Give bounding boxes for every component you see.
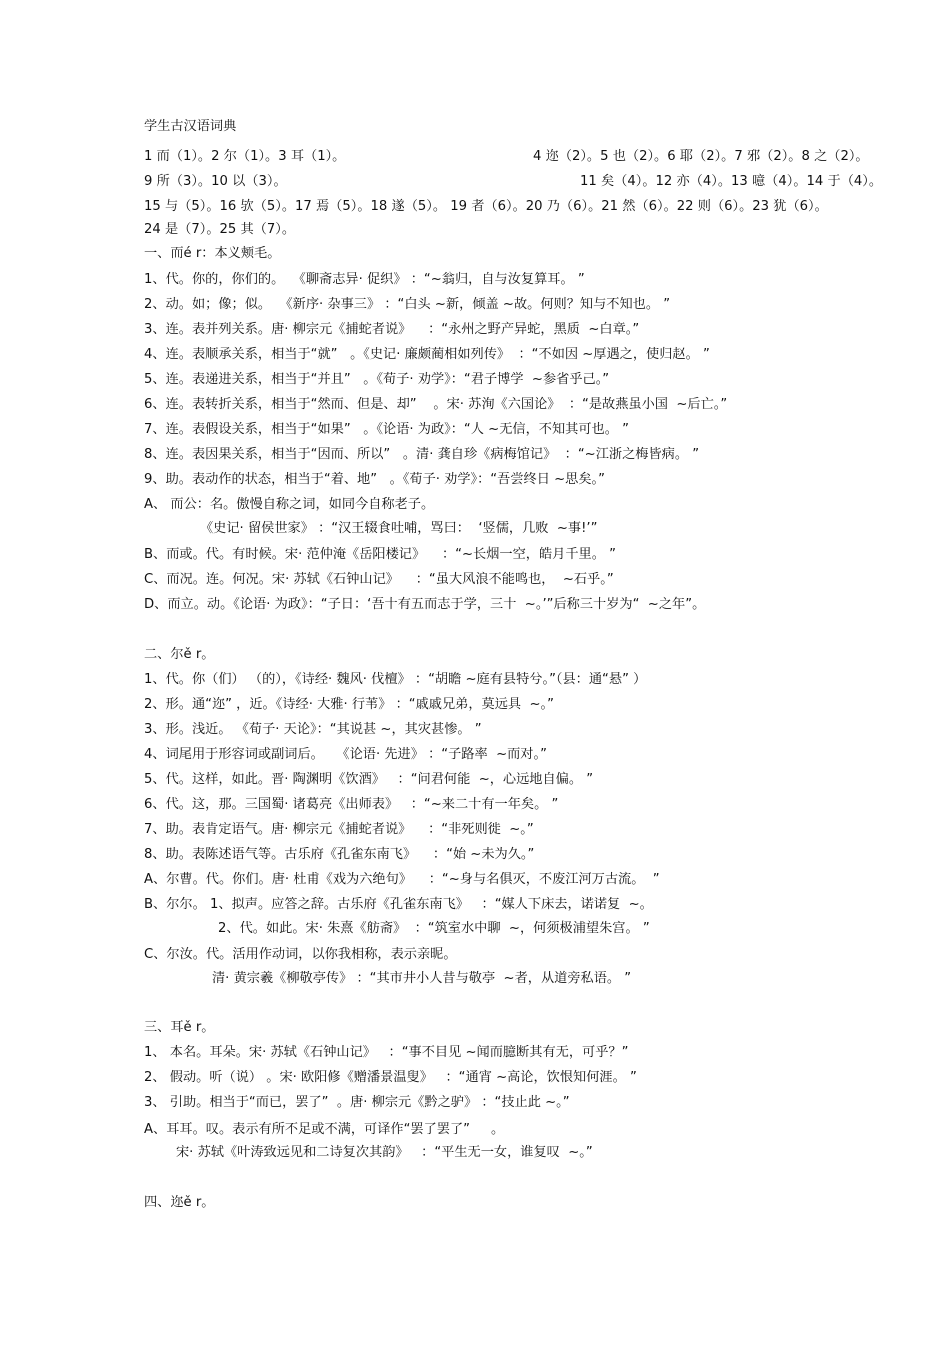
index-line-3: 15 与（5）。16 欤（5）。17 焉（5）。18 遂（5）。 19 者（6）。20 乃（6）。21 然（6）。22 则（6）。23 犹（6）。: [144, 199, 828, 214]
entry-line: 6、代。这，那。三国蜀· 诸葛亮《出师表》 ：“~来二十有一年矣。 ”: [144, 797, 559, 812]
entry-line: 7、连。表假设关系，相当于“如果” 。《论语· 为政》：“人 ~无信，不知其可也。 ”: [144, 422, 629, 437]
entry-line: 2、 假动。听（说） 。宋· 欧阳修《赠潘景温叟》 ：“通宵 ~高论，饮恨知何涯。 ”: [144, 1070, 637, 1085]
entry-line: 3、 引助。相当于“而已，罢了” 。唐· 柳宗元《黔之驴》 ：“技止此 ~。”: [144, 1095, 570, 1110]
entry-line: C、尔汝。代。活用作动词，以你我相称，表示亲昵。: [144, 947, 457, 962]
entry-line: A、尔曹。代。你们。唐· 杜甫《戏为六绝句》 ：“~身与名俱灭，不废江河万古流。 ”: [144, 872, 660, 887]
entry-line-indented: 清· 黄宗羲《柳敬亭传》 ：“其市井小人昔与敬亭 ~者，从道旁私语。 ”: [212, 971, 632, 986]
section-heading-er4: 四、迩ě r。: [144, 1195, 215, 1210]
entry-line: 1、代。你的，你们的。 《聊斋志异· 促织》 ：“~翁归，自与汝复算耳。 ”: [144, 272, 585, 287]
index-line-2a: 9 所（3）。10 以（3）。: [144, 174, 287, 189]
index-line-4: 24 是（7）。25 其（7）。: [144, 222, 296, 237]
entry-line: 1、 本名。耳朵。宋· 苏轼《石钟山记》 ：“事不目见 ~闻而臆断其有无，可乎？”: [144, 1045, 629, 1060]
entry-line-indented: 宋· 苏轼《叶涛致远见和二诗复次其韵》 ：“平生无一女，谁复叹 ~。”: [176, 1145, 593, 1160]
entry-line: B、尔尔。 1、拟声。应答之辞。古乐府《孔雀东南飞》 ：“媒人下床去，诺诺复 ~。: [144, 897, 653, 912]
entry-line: 4、词尾用于形容词或副词后。 《论语· 先进》 ：“子路率 ~而对。”: [144, 747, 547, 762]
entry-line: 3、连。表并列关系。唐· 柳宗元《捕蛇者说》 ：“永州之野产异蛇，黑质 ~白章。”: [144, 322, 640, 337]
entry-line: 1、代。你（们） （的），《诗经· 魏风· 伐檀》 ：“胡瞻 ~庭有县特兮。”（县：通“悬” ）: [144, 672, 647, 687]
entry-line: 8、连。表因果关系，相当于“因而、所以” 。清· 龚自珍《病梅馆记》 ：“~江浙之梅皆病。 ”: [144, 447, 700, 462]
entry-line: 7、助。表肯定语气。唐· 柳宗元《捕蛇者说》 ：“非死则徙 ~。”: [144, 822, 534, 837]
entry-line-indented: 2、代。如此。宋· 朱熹《舫斋》 ：“筑室水中聊 ~，何须极浦望朱宫。 ”: [218, 921, 650, 936]
document-title: 学生古汉语词典: [144, 119, 237, 134]
section-heading-er2: 二、尔ě r。: [144, 647, 215, 662]
section-heading-er: 一、而é r：本义颊毛。: [144, 246, 281, 261]
entry-line: 2、动。如；像；似。 《新序· 杂事三》 ：“白头 ~新，倾盖 ~故。何则？知与不知也。 ”: [144, 297, 671, 312]
entry-line: D、而立。动。《论语· 为政》：“子日：‘吾十有五而志于学，三十 ~。’”后称三十岁为“ ~之年”。: [144, 597, 706, 612]
index-line-1a: 1 而（1）。2 尔（1）。3 耳（1）。: [144, 149, 346, 164]
entry-line-indented: 《史记· 留侯世家》 ：“汉王辍食吐哺，骂曰： ‘竖儒，几败 ~事!’”: [200, 521, 598, 536]
section-heading-er3: 三、耳ě r。: [144, 1020, 215, 1035]
entry-line: 2、形。通“迩” ，近。《诗经· 大雅· 行苇》 ：“戚戚兄弟，莫远具 ~。”: [144, 697, 554, 712]
entry-line: 3、形。浅近。 《荀子· 天论》：“其说甚 ~，其灾甚惨。 ”: [144, 722, 482, 737]
entry-line: 4、连。表顺承关系，相当于“就” 。《史记· 廉颇蔺相如列传》 ：“不如因 ~厚遇之，使归赵。 ”: [144, 347, 710, 362]
entry-line: 9、助。表动作的状态，相当于“着、地” 。《荀子· 劝学》：“吾尝终日 ~思矣。”: [144, 472, 605, 487]
entry-line: 8、助。表陈述语气等。古乐府《孔雀东南飞》 ：“始 ~未为久。”: [144, 847, 535, 862]
entry-line: A、 而公：名。傲慢自称之词，如同今自称老子。: [144, 497, 435, 512]
index-line-2b: 11 矣（4）。12 亦（4）。13 噫（4）。14 于（4）。: [580, 174, 883, 189]
entry-line: 5、代。这样，如此。晋· 陶渊明《饮酒》 ：“问君何能 ~，心远地自偏。 ”: [144, 772, 594, 787]
index-line-1b: 4 迩（2）。5 也（2）。6 耶（2）。7 邪（2）。8 之（2）。: [533, 149, 869, 164]
entry-line: C、而况。连。何况。宋· 苏轼《石钟山记》 ：“虽大风浪不能鸣也， ~石乎。”: [144, 572, 614, 587]
entry-line: 6、连。表转折关系，相当于“然而、但是、却” 。宋· 苏洵《六国论》 ：“是故燕虽小国 ~后亡。”: [144, 397, 728, 412]
entry-line: B、而或。代。有时候。宋· 范仲淹《岳阳楼记》 ：“~长烟一空，皓月千里。 ”: [144, 547, 616, 562]
entry-line: A、耳耳。叹。表示有所不足或不满，可译作“罢了罢了” 。: [144, 1122, 505, 1137]
entry-line: 5、连。表递进关系，相当于“并且” 。《荀子· 劝学》：“君子博学 ~参省乎己。”: [144, 372, 610, 387]
